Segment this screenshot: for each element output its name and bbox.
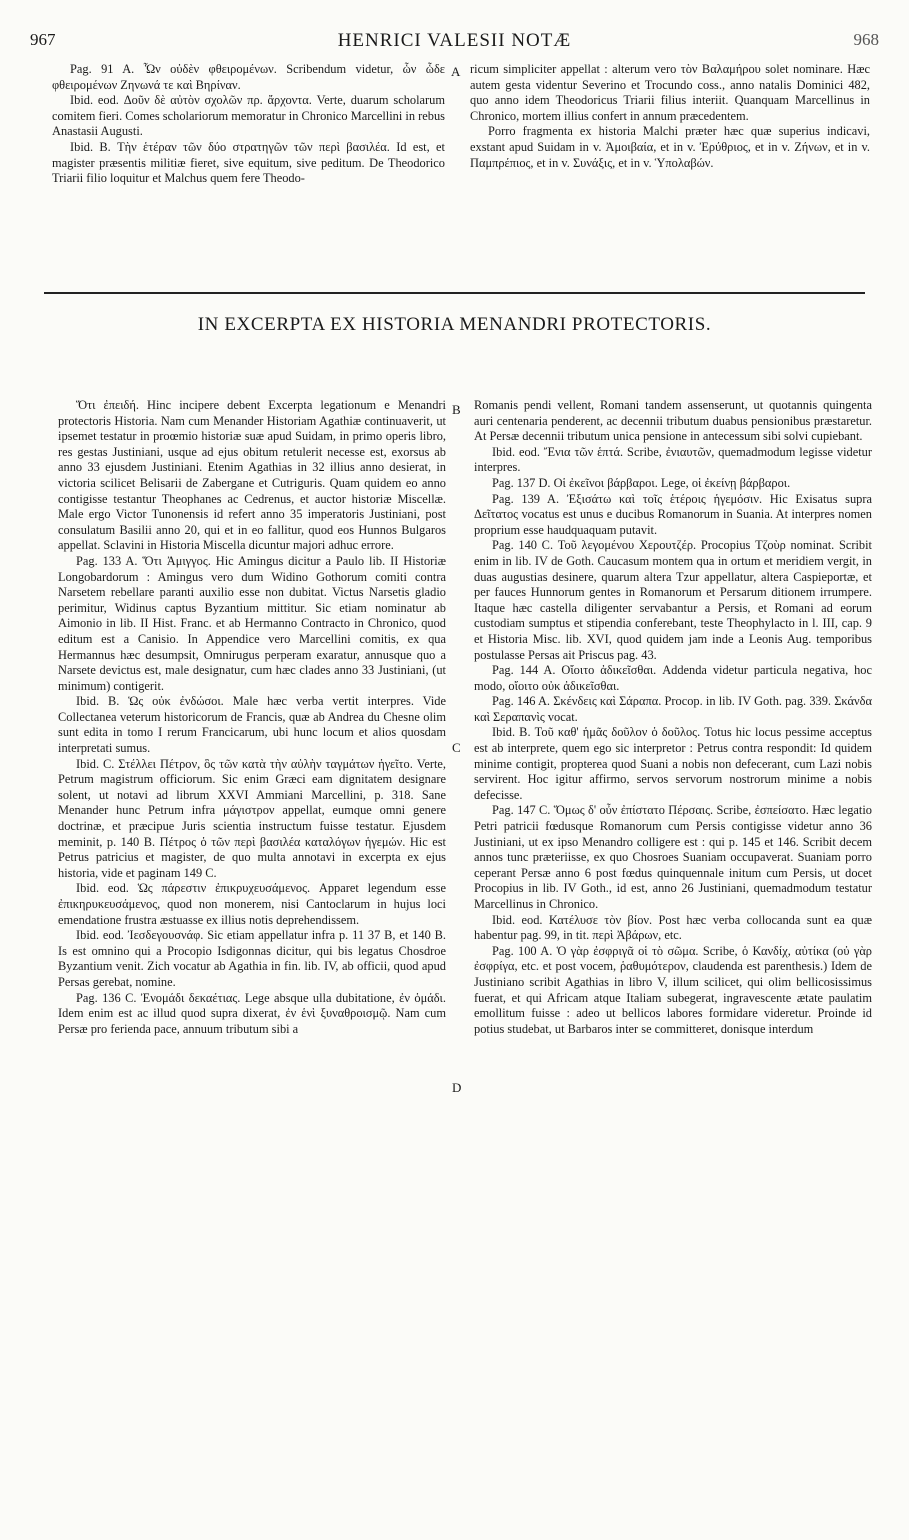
margin-letter: D [452, 1080, 462, 1095]
page-number-right: 968 [853, 30, 879, 49]
note-paragraph: Pag. 140 C. Τοῦ λεγομένου Χερουτζέρ. Procopius Τζοὺρ nominat. Scribit enim in lib. IV de Goth. Caucasum montem qua in ortum et meridiem vergit, in duas augustias desinere, quarum altera Tzur appellatur, altera Caspieportæ, et per fauces Hunnorum gentes in Romanorum et Persarum ditionem irrumpere. Itaque hæc castella diligenter servabantur a Persis, et Romani ad eorum custodiam sumptus et stipendia conferebant, teste Theophylacto in l. III, cap. 9 et Historia Misc. lib. XVI, quod quidem jam inde a Leonis Aug. temporibus postulasse Persas ait Priscus pag. 43. [474, 538, 872, 662]
page-number-left: 967 [30, 30, 56, 49]
margin-letter: A [451, 64, 461, 79]
margin-letter: B [452, 402, 461, 417]
note-paragraph: Pag. 133 A. Ὅτι Ἀμιγγος. Hic Amingus dicitur a Paulo lib. II Historiæ Longobardorum : Amingus vero dum Widino Gothorum comiti contra Narsetem rebellare paranti auxilio esse non dubitat. Victus Narsetis gladio perimitur, Widinus captus Byzantium mittitur. Sic etiam nominatur ab Aimonio in lib. II Hist. Franc. et ab Hermanno Contracto in Chronico, quod editum est a Canisio. In Appendice vero Marcellini comitis, ex qua Hermannus hæc desumpsit, Omnirugus perperam exaratur, annusque quo a Narsete devictus est, male designatur, cum hæc clades anno 33 Justiniani, (ut minimum) contigerit. [58, 553, 446, 693]
running-header [30, 30, 879, 58]
margin-letter: C [452, 740, 461, 755]
note-paragraph: Pag. 137 D. Οἱ ἐκεῖνοι βάρβαροι. Lege, οἱ ἐκείνῃ βάρβαροι. [492, 475, 791, 490]
note-paragraph: Pag. 144 A. Οἴοιτο ἀδικεῖσθαι. Addenda videtur particula negativa, hoc modo, οἴοιτο οὐκ ἀδικεῖσθαι. [474, 663, 872, 693]
note-paragraph: Ibid. eod. Δοῦν δὲ αὐτὸν σχολῶν πρ. ἄρχοντα. Verte, duarum scholarum comitem fieri. Comes scholariorum memoratur in Chronico Marcellini in rebus Anastasii Augusti. [52, 93, 445, 139]
note-paragraph: Pag. 136 C. Ἐνομάδι δεκαέτιας. Lege absque ulla dubitatione, ἐν ὁμάδι. Idem enim est ac illud quod supra dixerat, ἐν ἑνὶ ξυναθροισμῷ. Nam cum Persæ pro ferienda pace, annuum tributum sibi a [58, 990, 446, 1036]
running-title: HENRICI VALESII NOTÆ [337, 30, 572, 51]
note-paragraph: Ibid. eod. Ἔνια τῶν ἑπτά. Scribe, ἐνιαυτῶν, quemadmodum legisse videtur interpres. [474, 444, 872, 475]
note-paragraph: Ibid. C. Στέλλει Πέτρον, ὃς τῶν κατὰ τὴν αὐλὴν ταγμάτων ἡγεῖτο. Verte, Petrum magistrum officiorum. Sic enim Græci eam dignitatem designare solent, ut notavi ad librum XXVI Ammiani Marcellini, p. 318. Sane Menander hunc Petrum infra μάγιστρον appellat, eumque omni genere doctrinæ, et præcipue Juris scientia instructum fuisse testatur. Ejusdem meminit, p. 140 B. Πέτρος ὁ τῶν περὶ βασιλέα καταλόγων ἡγεμών. Hic est Petrus patricius et magister, de quo multa annotavi in excerpta ex ejus historia, vide et paginam 149 C. [58, 756, 446, 880]
top-right-column [470, 62, 870, 171]
note-paragraph: Ὅτι ἐπειδή. Hinc incipere debent Excerpta legationum e Menandri protectoris Historia. Nam cum Menander Historiam Agathiæ continuaverit, ut ipsemet testatur in proœmio historiæ suæ apud Suidam, in primo operis libro, res gestas Justiniani, usque ad ejus obitum retulerit necesse est, exorsus ab anno 33 ejusdem Justiniani. Etenim Agathias in 32 illius anno desierat, in victoria scilicet Belisarii de Zabergane et Cutriguris. Quam quidem eo anno contigisse testantur Theophanes ac Cedrenus, et auctor historiæ Miscellæ. Male ergo Victor Tunonensis id refert anno 35 imperatoris Justiniani, post consulatum Basilii anno 20, qui et in eo fallitur, quod eos Hunnos Bulgaros appellat. Sclavini in Historia Miscella dicuntur majori adhuc errore. [58, 398, 446, 553]
note-paragraph: Ibid. B. Ὡς οὐκ ἐνδώσοι. Male hæc verba vertit interpres. Vide Collectanea veterum historicorum de Francis, quæ ab Andrea du Chesne olim sunt edita in tomo I rerum Francicarum, ubi hunc locum et alios quosdam interpretati sumus. [58, 694, 446, 756]
section-divider [44, 292, 865, 294]
note-paragraph: Pag. 146 A. Σκένδεις καὶ Σάραπα. Procop. in lib. IV Goth. pag. 339. Σκάνδα καὶ Σεραπανὶς vocat. [474, 694, 872, 724]
note-paragraph: Pag. 100 A. Ὁ γὰρ ἐσφριγᾶ οἱ τὸ σῶμα. Scribe, ὁ Κανδίχ, αὐτίκα (οὐ γὰρ ἐσφρίγα, etc. et post vocem, ῥαθυμότερον, claudenda est parenthesis.) Idem de Justiniano scribit Agathias in libro V, illum scilicet, qui olim bellicosissimus fuerat, et qui Africam atque Italiam subegerat, ingravescente ætate paulatim emollitum fuisse : adeo ut bellicos labores formidare videretur. Proinde id potius studebat, ut Barbaros inter se committeret, donisque interdum [474, 943, 872, 1036]
note-paragraph: Pag. 147 C. Ὅμως δ' οὖν ἐπίστατο Πέρσαις. Scribe, ἐσπείσατο. Hæc legatio Petri patricii fœdusque Romanorum cum Persis contigisse videtur anno 36 Justiniani, ut ex ipso Menandro colligere est : qui p. 145 et 146. Scribit decem annos tunc præteriisse, ex quo Chosroes Suaniam occupaverat. Suaniam porro ceperant Persæ anno 6 post fœdus quinquennale initum cum Persis, ut docet Procopius in lib. IV Goth., id est, anno 26 Justiniani, quemadmodum testatur Marcellinus in Chronico. [474, 803, 872, 911]
main-left-column [58, 398, 446, 1037]
note-paragraph: Romanis pendi vellent, Romani tandem assenserunt, ut quotannis quingenta auri centenaria penderent, ac decennii tributum duabus pensionibus præstaretur. At Persæ decennii tributum unica pensione in antecessum sibi solvi cupiebant. [474, 398, 872, 444]
note-paragraph: Ibid. eod. Ἰεσδεγουσνάφ. Sic etiam appellatur infra p. 11 37 B, et 140 B. Is est omnino qui a Procopio Isdigonnas dicitur, qui bis legatus Chosdroe Byzantium venit. Zich vocatur ab Agathia in fin. lib. IV, ab officii, quod apud Persas gerebat, nomine. [58, 928, 446, 989]
note-paragraph: Ibid. eod. Κατέλυσε τὸν βίον. Post hæc verba collocanda sunt ea quæ habentur pag. 99, in tit. περὶ Ἀβάρων, etc. [474, 912, 872, 943]
main-right-column [474, 398, 872, 1037]
top-left-column [52, 62, 445, 187]
note-paragraph: Pag. 91 A. Ὧν οὐδὲν φθειρομένων. Scribendum videtur, ὧν ὧδε φθειρομένων Ζηνωνά τε καὶ Βηρίναν. [52, 62, 445, 92]
note-paragraph: Porro fragmenta ex historia Malchi præter hæc quæ superius indicavi, exstant apud Suidam in v. Ἀμοιβαία, et in v. Ἐρύθριος, et in v. Ζήνων, et in v. Παμπρέπιος, et in v. Συνάξις, et in v. Ὑπολαβών. [470, 124, 870, 170]
section-title: IN EXCERPTA EX HISTORIA MENANDRI PROTECTORIS. [197, 314, 712, 335]
note-paragraph: Pag. 139 A. Ἐξισάτω καὶ τοῖς ἑτέροις ἡγεμόσιν. Hic Exisatus supra Δεῖτατος vocatus est unus e ducibus Romanorum in Suania. At interpres nomen proprium esse haudquaquam putavit. [474, 491, 872, 537]
note-paragraph: ricum simpliciter appellat : alterum vero τὸν Βαλαμήρου solet nominare. Hæc autem gesta videntur Severino et Trocundo coss., anno natalis Dominici 482, quo anno idem Theodoricus Triarii filius interiit. Quanquam Marcellinus in Chronico, mortem illius confert in annum præcedentem. [470, 62, 870, 123]
note-paragraph: Ibid. B. Τὴν ἑτέραν τῶν δύο στρατηγῶν τῶν περὶ βασιλέα. Id est, et magister præsentis militiæ fieret, sive equitum, sive peditum. De Theodorico Triarii filio loquitur et Malchus quem fere Theodo- [52, 139, 445, 186]
note-paragraph: Ibid. B. Τοῦ καθ' ἡμᾶς δοῦλον ὁ δοῦλος. Totus hic locus pessime acceptus est ab interprete, quem ego sic interpretor : Petrus contra respondit: Id quidem minime contigit, propterea quod Suani a nobis non defecerant, cum Lazi nobis servirent. Hoc igitur affirmo, servos servorum nostrorum minime a nobis defecisse. [474, 725, 872, 802]
note-paragraph: Ibid. eod. Ὡς πάρεστιν ἐπικρυχευσάμενος. Apparet legendum esse ἐπικηρυκευσάμενος, quod non monerem, nisi Cantoclarum in hujus loci emendatione frustra æstuasse ex illius notis deprehendissem. [58, 881, 446, 927]
